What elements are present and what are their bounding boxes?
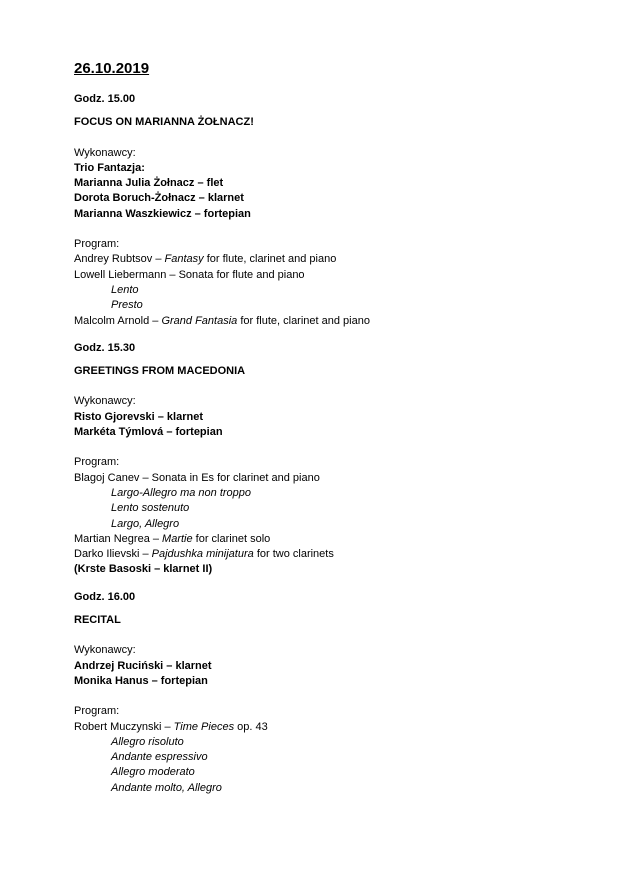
concert-section xyxy=(74,341,594,578)
program-label: Program: xyxy=(74,456,120,469)
performer: Marianna Waszkiewicz – fortepian xyxy=(74,207,251,220)
program-piece xyxy=(74,547,594,562)
program-piece xyxy=(74,252,594,267)
program-piece xyxy=(74,314,594,329)
piece-rest: for flute, clarinet and piano xyxy=(203,253,337,266)
piece-rest: for two clarinets xyxy=(253,548,334,561)
concert-title: RECITAL xyxy=(74,614,121,627)
piece-composer: Darko Ilievski – xyxy=(74,548,152,561)
movement: Allegro risoluto xyxy=(111,735,184,748)
concert-title: FOCUS ON MARIANNA ŻOŁNACZ! xyxy=(74,116,254,129)
program-document xyxy=(74,58,594,808)
program-piece xyxy=(74,268,594,283)
program-label: Program: xyxy=(74,705,120,718)
program-piece xyxy=(74,471,594,486)
performers-label: Wykonawcy: xyxy=(74,644,136,657)
program-block xyxy=(74,704,594,796)
piece-composer: Martian Negrea – xyxy=(74,532,163,545)
piece-composer: Blagoj Canev – Sonata in Es for clarinet and piano xyxy=(74,471,320,484)
movement: Lento sostenuto xyxy=(111,502,190,515)
piece-rest: for clarinet solo xyxy=(192,532,271,545)
program-piece xyxy=(74,532,594,547)
performer: Dorota Boruch-Żołnacz – klarnet xyxy=(74,192,244,205)
program-piece xyxy=(74,720,594,735)
piece-composer: Robert Muczynski – xyxy=(74,720,174,733)
movement: Largo-Allegro ma non troppo xyxy=(111,486,252,499)
movement: Lento xyxy=(111,283,139,296)
event-date: 26.10.2019 xyxy=(74,60,150,77)
piece-rest: op. 43 xyxy=(234,720,268,733)
program-block xyxy=(74,455,594,577)
piece-work: Grand Fantasia xyxy=(161,314,238,327)
performer: Risto Gjorevski – klarnet xyxy=(74,410,203,423)
performers-block xyxy=(74,146,594,222)
piece-composer: Malcolm Arnold – xyxy=(74,314,162,327)
concert-title: GREETINGS FROM MACEDONIA xyxy=(74,365,246,378)
concert-section xyxy=(74,590,594,796)
movement: Largo, Allegro xyxy=(111,517,180,530)
piece-composer: Lowell Liebermann – Sonata for flute and piano xyxy=(74,268,305,281)
performer-note: (Krste Basoski – klarnet II) xyxy=(74,563,213,576)
performers-block xyxy=(74,643,594,689)
performer: Trio Fantazja: xyxy=(74,161,145,174)
performers-label: Wykonawcy: xyxy=(74,395,136,408)
performer: Andrzej Ruciński – klarnet xyxy=(74,659,212,672)
movement: Andante molto, Allegro xyxy=(111,781,222,794)
performer: Markéta Týmlová – fortepian xyxy=(74,426,223,439)
piece-work: Pajdushka minijatura xyxy=(151,548,254,561)
concert-section xyxy=(74,92,594,329)
piece-work: Fantasy xyxy=(164,253,204,266)
movement: Andante espressivo xyxy=(111,751,208,764)
concert-time: Godz. 16.00 xyxy=(74,590,136,603)
performer: Monika Hanus – fortepian xyxy=(74,674,208,687)
performers-block xyxy=(74,394,594,440)
movement: Allegro moderato xyxy=(111,766,195,779)
performers-label: Wykonawcy: xyxy=(74,146,136,159)
piece-rest: for flute, clarinet and piano xyxy=(237,314,370,327)
piece-composer: Andrey Rubtsov – xyxy=(74,253,165,266)
program-label: Program: xyxy=(74,238,120,251)
movement: Presto xyxy=(111,299,143,312)
program-block xyxy=(74,237,594,329)
piece-work: Martie xyxy=(162,532,193,545)
concert-time: Godz. 15.30 xyxy=(74,341,136,354)
piece-work: Time Pieces xyxy=(173,720,235,733)
concert-time: Godz. 15.00 xyxy=(74,93,136,105)
performer: Marianna Julia Żołnacz – flet xyxy=(74,177,224,190)
